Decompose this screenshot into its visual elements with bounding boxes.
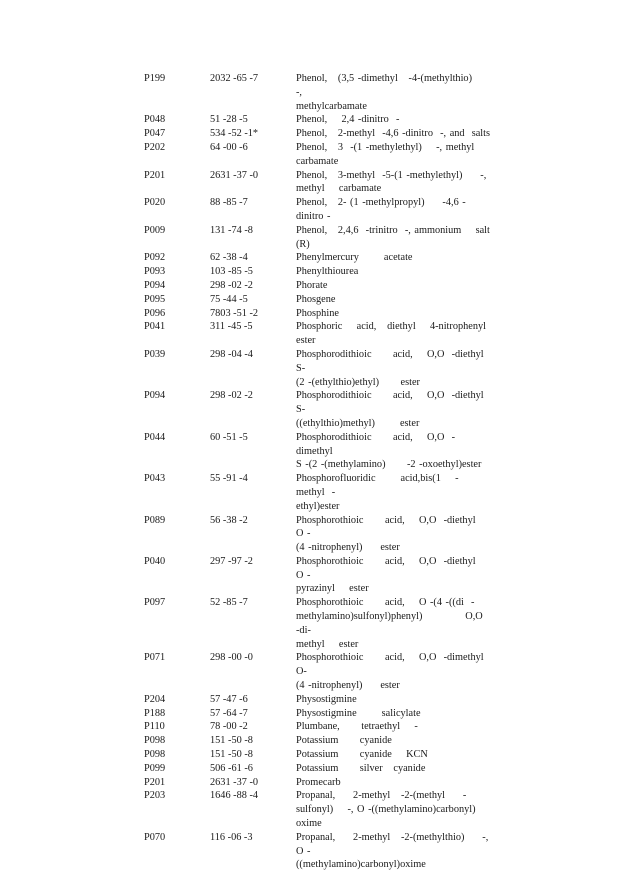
waste-code: P201 — [144, 169, 166, 181]
substance-name: Phenylmercury acetate — [296, 252, 413, 264]
waste-code: P099 — [144, 762, 166, 774]
cas-number: 298 -04 -4 — [210, 348, 253, 360]
substance-name: Phenol, (3,5 -dimethyl -4-(methylthio) -, methylcarbamate — [296, 73, 473, 112]
substance-name: Phenylthiourea — [296, 266, 359, 278]
table-row — [144, 762, 494, 776]
waste-code: P188 — [144, 707, 166, 719]
table-row — [144, 348, 494, 389]
waste-code: P110 — [144, 721, 165, 733]
substance-name: Phosphorothioic acid, O,O -dimethyl O- (4 -nitrophenyl) ester — [296, 652, 484, 692]
waste-code: P089 — [144, 514, 166, 526]
cas-number: 64 -00 -6 — [210, 141, 248, 153]
substance-name: Phosphorothioic acid, O,O -diethyl O - (4 -nitrophenyl) ester — [296, 514, 476, 554]
substance-name: Phenol, 2- (1 -methylpropyl) -4,6 -dinitro - — [296, 197, 466, 222]
table-row — [144, 265, 494, 279]
substance-name: Potassium silver cyanide — [296, 762, 426, 774]
table-row — [144, 320, 494, 348]
waste-code: P048 — [144, 114, 166, 126]
table-row — [144, 693, 494, 707]
table-row — [144, 113, 494, 127]
substance-name: Phenol, 2,4,6 -trinitro -, ammonium salt (R) — [296, 224, 512, 250]
waste-code: P092 — [144, 252, 166, 264]
cas-number: 2631 -37 -0 — [210, 776, 259, 788]
substance-name: Phosphorodithioic acid, O,O -diethyl S- (2 -(ethylthio)ethyl) ester — [296, 348, 484, 388]
substance-name: Potassium cyanide — [296, 735, 392, 747]
substance-name: Phosphorodithioic acid, O,O -dimethyl S -(2 -(methylamino) -2 -oxoethyl)ester — [296, 431, 482, 471]
table-row — [144, 389, 494, 430]
table-row — [144, 431, 494, 472]
waste-code: P097 — [144, 597, 166, 609]
cas-number: 56 -38 -2 — [210, 514, 248, 526]
substance-name: Phenol, 2,4 -dinitro - — [296, 114, 400, 126]
cas-number: 298 -00 -0 — [210, 652, 253, 664]
cas-number: 88 -85 -7 — [210, 197, 248, 209]
cas-number: 57 -64 -7 — [210, 707, 248, 719]
cas-number: 7803 -51 -2 — [210, 307, 259, 319]
hazardous-waste-table — [144, 72, 512, 872]
table-row — [144, 169, 494, 197]
cas-number: 78 -00 -2 — [210, 721, 248, 733]
substance-name: Phosphorothioic acid, O -(4 -((di - methylamino)sulfonyl)phenyl) O,O -di- methyl ester — [296, 597, 483, 650]
table-row — [144, 720, 494, 734]
waste-code: P020 — [144, 197, 166, 209]
table-row — [144, 307, 494, 321]
substance-name: Phosphorodithioic acid, O,O -diethyl S- ((ethylthio)methyl) ester — [296, 390, 484, 429]
table-row — [144, 514, 494, 555]
waste-code: P047 — [144, 128, 166, 140]
waste-code: P040 — [144, 555, 166, 567]
cas-number: 311 -45 -5 — [210, 321, 253, 333]
table-row — [144, 196, 494, 224]
waste-code: P095 — [144, 293, 166, 305]
substance-name: Promecarb — [296, 776, 341, 788]
substance-name: Plumbane, tetraethyl - — [296, 721, 418, 733]
substance-name: Propanal, 2-methyl -2-(methyl - sulfonyl) -, O -((methylamino)carbonyl) oxime — [296, 790, 476, 830]
cas-number: 116 -06 -3 — [210, 831, 253, 843]
cas-number: 534 -52 -1* — [210, 128, 259, 140]
cas-number: 298 -02 -2 — [210, 279, 253, 291]
waste-code: P202 — [144, 141, 166, 153]
waste-code: P098 — [144, 735, 166, 747]
table-row — [144, 831, 494, 872]
substance-name: Phenol, 2-methyl -4,6 -dinitro -, and salts — [296, 128, 491, 140]
table-row — [144, 596, 494, 651]
cas-number: 151 -50 -8 — [210, 749, 253, 761]
table-row — [144, 72, 494, 113]
cas-number: 51 -28 -5 — [210, 114, 248, 126]
cas-number: 55 -91 -4 — [210, 473, 248, 485]
cas-number: 52 -85 -7 — [210, 597, 248, 609]
table-row — [144, 279, 494, 293]
waste-code: P204 — [144, 693, 166, 705]
table-row — [144, 789, 494, 830]
cas-number: 75 -44 -5 — [210, 293, 248, 305]
substance-name: Physostigmine salicylate — [296, 707, 421, 719]
table-row — [144, 127, 494, 141]
cas-number: 151 -50 -8 — [210, 735, 253, 747]
waste-code: P096 — [144, 307, 166, 319]
substance-name: Potassium cyanide KCN — [296, 749, 428, 761]
waste-code: P039 — [144, 348, 166, 360]
cas-number: 2631 -37 -0 — [210, 169, 259, 181]
waste-code: P043 — [144, 473, 166, 485]
table-row — [144, 293, 494, 307]
table-row — [144, 224, 512, 252]
table-row — [144, 748, 494, 762]
table-row — [144, 734, 494, 748]
waste-code: P199 — [144, 73, 166, 84]
substance-name: Phosphine — [296, 307, 339, 319]
cas-number: 2032 -65 -7 — [210, 73, 259, 84]
table-row — [144, 555, 494, 596]
cas-number: 506 -61 -6 — [210, 762, 253, 774]
table-row — [144, 251, 494, 265]
waste-code: P009 — [144, 224, 166, 236]
table-row — [144, 472, 494, 513]
substance-name: Phosphorofluoridic acid,bis(1 - methyl - ethyl)ester — [296, 473, 459, 512]
table-row — [144, 776, 494, 790]
waste-code: P041 — [144, 321, 166, 333]
waste-code: P071 — [144, 652, 166, 664]
waste-code: P094 — [144, 390, 166, 402]
waste-code: P093 — [144, 266, 166, 278]
substance-name: Phosgene — [296, 293, 336, 305]
cas-number: 131 -74 -8 — [210, 224, 253, 236]
cas-number: 62 -38 -4 — [210, 252, 248, 264]
cas-number: 57 -47 -6 — [210, 693, 248, 705]
cas-number: 297 -97 -2 — [210, 555, 253, 567]
substance-name: Propanal, 2-methyl -2-(methylthio) -, O - ((methylamino)carbonyl)oxime — [296, 831, 489, 871]
table-row — [144, 707, 494, 721]
waste-code: P070 — [144, 831, 166, 843]
substance-name: Phosphoric acid, diethyl 4-nitrophenyl ester — [296, 321, 487, 347]
cas-number: 298 -02 -2 — [210, 390, 253, 402]
substance-name: Physostigmine — [296, 693, 357, 705]
waste-code: P044 — [144, 431, 166, 443]
substance-name: Phenol, 3-methyl -5-(1 -methylethyl) -, methyl carbamate — [296, 169, 487, 195]
waste-code: P098 — [144, 749, 166, 761]
table-row — [144, 651, 494, 692]
substance-name: Phorate — [296, 279, 328, 291]
cas-number: 60 -51 -5 — [210, 431, 248, 443]
waste-code: P094 — [144, 279, 166, 291]
waste-code: P203 — [144, 790, 166, 802]
cas-number: 103 -85 -5 — [210, 266, 253, 278]
cas-number: 1646 -88 -4 — [210, 790, 259, 802]
waste-code: P201 — [144, 776, 166, 788]
substance-name: Phenol, 3 -(1 -methylethyl) -, methyl carbamate — [296, 141, 475, 167]
substance-name: Phosphorothioic acid, O,O -diethyl O - pyrazinyl ester — [296, 555, 476, 595]
table-row — [144, 141, 494, 169]
